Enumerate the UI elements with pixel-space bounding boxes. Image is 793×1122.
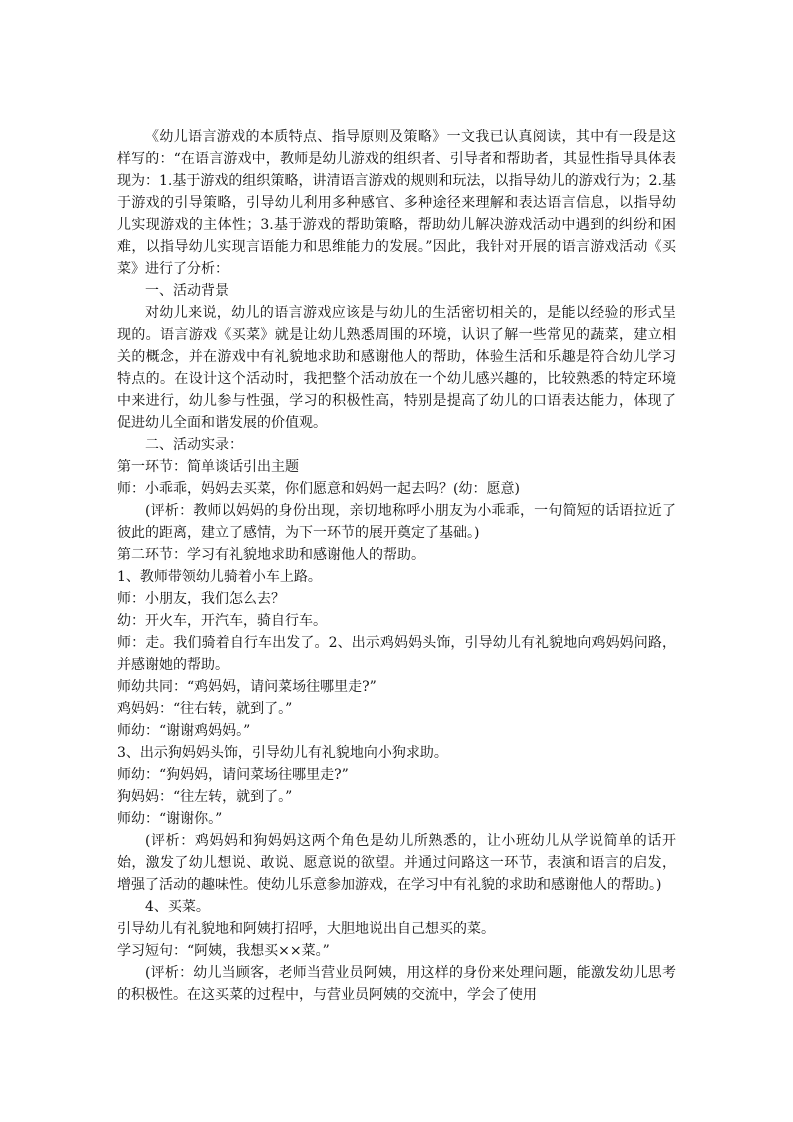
- dialogue-line: 师幼：“谢谢鸡妈妈。”: [117, 723, 251, 739]
- instruction-line: 引导幼儿有礼貌地和阿姨打招呼，大胆地说出自己想买的菜。: [117, 921, 495, 937]
- section-heading-record: 二、活动实录：: [145, 437, 243, 453]
- commentary-paragraph: (评析：幼儿当顾客，老师当营业员阿姨，用这样的身份来处理问题，能激发幼儿思考的积极性。在这买菜的过程中，与营业员阿姨的交流中，学会了使用: [117, 965, 676, 1003]
- step-line: 3、出示狗妈妈头饰，引导幼儿有礼貌地向小狗求助。: [117, 745, 448, 761]
- dialogue-line: 师幼共同：“鸡妈妈，请问菜场往哪里走?”: [117, 679, 377, 695]
- step-line: 4、买菜。: [145, 899, 210, 915]
- dialogue-line: 师：走。我们骑着自行车出发了。2、出示鸡妈妈头饰，引导幼儿有礼貌地向鸡妈妈问路，并感谢她的帮助。: [117, 635, 676, 673]
- dialogue-line: 师：小朋友，我们怎么去？: [117, 591, 285, 607]
- step-line: 1、教师带领幼儿骑着小车上路。: [117, 569, 322, 585]
- stage-one-heading: 第一环节：简单谈话引出主题: [117, 459, 299, 475]
- short-sentence-line: 学习短句：“阿姨，我想买××菜。”: [117, 943, 330, 959]
- dialogue-line: 鸡妈妈：“往右转，就到了。”: [117, 701, 293, 717]
- section-heading-background: 一、活动背景: [145, 283, 229, 299]
- dialogue-line: 师幼：“谢谢你。”: [117, 811, 223, 827]
- dialogue-line: 师：小乖乖，妈妈去买菜，你们愿意和妈妈一起去吗？(幼：愿意): [117, 481, 520, 497]
- stage-two-heading: 第二环节：学习有礼貌地求助和感谢他人的帮助。: [117, 547, 425, 563]
- dialogue-line: 狗妈妈：“往左转，就到了。”: [117, 789, 293, 805]
- commentary-paragraph: (评析：鸡妈妈和狗妈妈这两个角色是幼儿所熟悉的，让小班幼儿从学说简单的话开始，激发了幼儿想说、敢说、愿意说的欲望。并通过问路这一环节，表演和语言的启发，增强了活动的趣味性。使幼儿乐意参加游戏，在学习中有礼貌的求助和感谢他人的帮助。): [117, 833, 676, 893]
- intro-paragraph: 《幼儿语言游戏的本质特点、指导原则及策略》一文我已认真阅读，其中有一段是这样写的：“在语言游戏中，教师是幼儿游戏的组织者、引导者和帮助者，其显性指导具体表现为：1.基于游戏的组织策略，讲清语言游戏的规则和玩法，以指导幼儿的游戏行为；2.基于游戏的引导策略，引导幼儿利用多种感官、多种途径来理解和表达语言信息，以指导幼儿实现游戏的主体性；3.基于游戏的帮助策略，帮助幼儿解决游戏活动中遇到的纠纷和困难，以指导幼儿实现言语能力和思维能力的发展。”因此，我针对开展的语言游戏活动《买菜》进行了分析：: [117, 129, 676, 277]
- dialogue-line: 师幼：“狗妈妈，请问菜场往哪里走?”: [117, 767, 349, 783]
- background-paragraph: 对幼儿来说，幼儿的语言游戏应该是与幼儿的生活密切相关的，是能以经验的形式呈现的。语言游戏《买菜》就是让幼儿熟悉周围的环境，认识了解一些常见的蔬菜，建立相关的概念，并在游戏中有礼貌地求助和感谢他人的帮助，体验生活和乐趣是符合幼儿学习特点的。在设计这个活动时，我把整个活动放在一个幼儿感兴趣的，比较熟悉的特定环境中来进行，幼儿参与性强，学习的积极性高，特别是提高了幼儿的口语表达能力，体现了促进幼儿全面和谐发展的价值观。: [117, 305, 676, 431]
- document-page: [117, 126, 676, 1006]
- commentary-paragraph: (评析：教师以妈妈的身份出现，亲切地称呼小朋友为小乖乖，一句简短的话语拉近了彼此的距离，建立了感情，为下一环节的展开奠定了基础。): [117, 503, 676, 541]
- dialogue-line: 幼：开火车，开汽车，骑自行车。: [117, 613, 327, 629]
